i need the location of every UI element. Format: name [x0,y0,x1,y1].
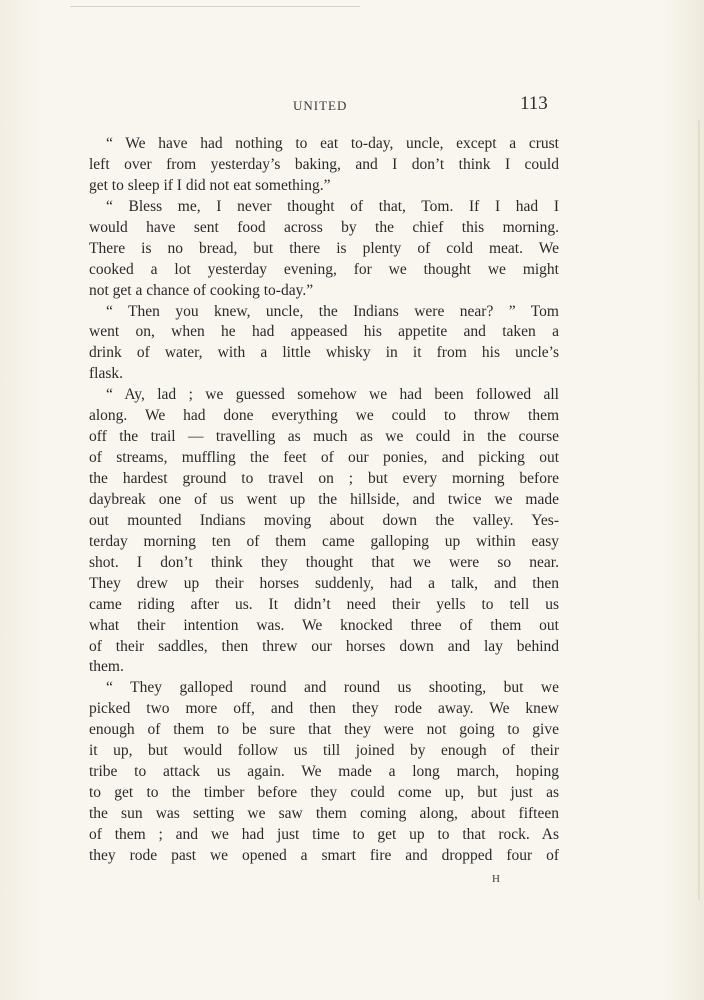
text-line: went on, when he had appeased his appetite and taken a [89,323,559,341]
text-line: would have sent food across by the chief this morning. [89,218,559,236]
text-line: they rode past we opened a smart fire and dropped four of [89,846,559,864]
page-top-edge [70,0,360,7]
text-line: enough of them to be sure that they were not going to give [89,721,559,739]
text-line: “ Bless me, I never thought of that, Tom. If I had I [106,197,559,215]
text-line: get to sleep if I did not eat something.” [89,176,331,194]
text-line: the sun was setting we saw them coming along, about fifteen [89,805,559,822]
text-line: flask. [89,365,124,383]
text-line: not get a chance of cooking to-day.” [89,281,314,299]
text-line: cooked a lot yesterday evening, for we thought we might [89,260,559,278]
text-line: of them ; and we had just time to get up to that rock. As [89,825,559,843]
page-number: 113 [520,93,548,114]
running-title: UNITED [293,98,348,113]
text-line: of streams, muffling the feet of our ponies, and picking out [89,449,559,467]
text-line: off the trail — travelling as much as we could in the course [89,428,559,446]
body-text [89,134,559,867]
text-line: daybreak one of us went up the hillside, and twice we made [89,490,559,508]
text-line: shot. I don’t think they thought that we were so near. [89,553,559,571]
text-line: the hardest ground to travel on ; but every morning before [89,470,559,487]
text-line: “ They galloped round and round us shooting, but we [106,679,559,697]
text-line: They drew up their horses suddenly, had a talk, and then [89,574,559,592]
text-line: left over from yesterday’s baking, and I don’t think I could [89,155,559,173]
text-line: of their saddles, then threw our horses down and lay behind [89,637,559,655]
text-line: what their intention was. We knocked three of them out [89,616,559,634]
signature-mark: H [492,873,501,885]
text-line: came riding after us. It didn’t need their yells to tell us [89,595,559,613]
text-line: “ Then you knew, uncle, the Indians were near? ” Tom [106,302,559,320]
running-head [0,93,704,116]
text-line: tribe to attack us again. We made a long march, hoping [89,763,559,781]
text-line: “ We have had nothing to eat to-day, uncle, except a crust [106,135,559,152]
text-line: it up, but would follow us till joined by enough of their [89,742,559,760]
text-line: terday morning ten of them came galloping up within easy [89,532,559,550]
text-line: out mounted Indians moving about down the valley. Yes- [89,511,559,529]
page-right-edge [698,120,700,900]
text-line: “ Ay, lad ; we guessed somehow we had been followed all [106,386,559,404]
text-line: them. [89,658,124,676]
text-line: to get to the timber before they could come up, but just as [89,784,559,802]
text-line: drink of water, with a little whisky in it from his uncle’s [89,344,559,362]
text-line: picked two more off, and then they rode away. We knew [89,700,559,718]
text-line: There is no bread, but there is plenty of cold meat. We [89,239,559,257]
text-line: along. We had done everything we could to throw them [89,407,559,425]
